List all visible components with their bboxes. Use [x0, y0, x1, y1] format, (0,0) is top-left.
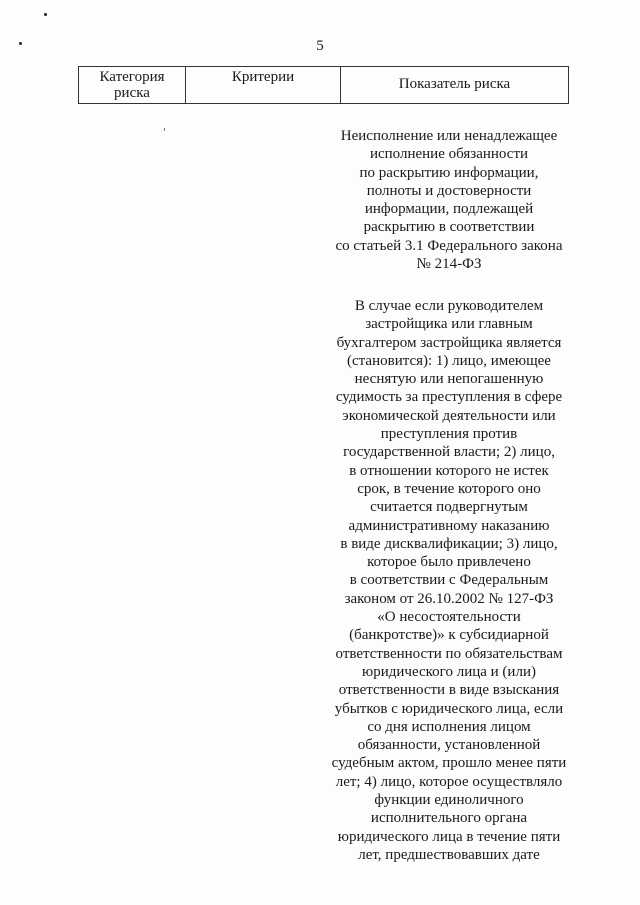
text-line: (банкротстве)» к субсидиарной [349, 627, 549, 644]
text-line: «О несостоятельности [377, 609, 521, 626]
text-line: ответственности в виде взыскания [338, 682, 560, 699]
text-line: неснятую или непогашенную [354, 371, 544, 388]
text-line: функции единоличного [374, 792, 524, 809]
header-risk-category-line: риска [114, 85, 150, 101]
text-line: В случае если руководителем [354, 298, 544, 314]
text-line: считается подвергнутым [370, 499, 528, 516]
text-line: № 214-ФЗ [416, 256, 482, 273]
text-line: убытков с юридического лица, если [334, 700, 564, 717]
header-risk-category-line: Категория [99, 69, 165, 85]
text-line: экономической деятельности или [342, 407, 556, 424]
text-line: в виде дисквалификации; 3) лицо, [340, 535, 558, 552]
text-line: административному наказанию [348, 517, 550, 534]
text-line: срок, в течение которого оно [357, 480, 541, 497]
text-line: юридического лица и (или) [362, 663, 536, 680]
scan-mark [164, 128, 165, 131]
text-line: бухгалтером застройщика является [336, 334, 562, 351]
text-line: в соответствии с Федеральным [349, 572, 549, 589]
text-line: судимость за преступления в сфере [335, 389, 563, 406]
text-line: государственной власти; 2) лицо, [343, 444, 555, 461]
text-line: юридического лица в течение пяти [337, 828, 561, 845]
header-cell-risk-indicator [341, 67, 569, 104]
text-line: судебным актом, прошло менее пяти [331, 755, 567, 772]
text-line: которое было привлечено [367, 554, 531, 571]
header-criteria-label: Критерии [231, 69, 295, 85]
page-number: 5 [316, 38, 324, 54]
text-line: по раскрытию информации, [359, 164, 539, 181]
text-line: со статьей 3.1 Федерального закона [335, 237, 563, 254]
header-cell-criteria [186, 67, 341, 104]
risk-table-header [78, 66, 569, 104]
table-header-row [79, 67, 569, 104]
text-line: в отношении которого не истек [349, 462, 549, 479]
scan-speck [44, 13, 47, 16]
risk-indicator-paragraph-2 [318, 297, 580, 864]
text-line: законом от 26.10.2002 № 127-ФЗ [344, 590, 554, 607]
text-line: раскрытию в соответствии [363, 219, 535, 236]
risk-indicator-paragraph-1 [318, 127, 580, 273]
text-line: (становится): 1) лицо, имеющее [347, 352, 551, 369]
text-line: лет; 4) лицо, которое осуществляло [335, 773, 563, 790]
text-line: полноты и достоверности [366, 182, 532, 199]
header-cell-risk-category [79, 67, 186, 104]
text-line: исполнение обязанности [369, 146, 529, 163]
text-line: исполнительного органа [370, 810, 528, 827]
text-line: Неисполнение или ненадлежащее [340, 128, 558, 144]
text-line: ответственности по обязательствам [335, 645, 563, 662]
text-line: застройщика или главным [365, 316, 533, 333]
header-risk-indicator-label: Показатель риска [398, 76, 511, 92]
text-line: со дня исполнения лицом [367, 718, 531, 735]
text-line: лет, предшествовавших дате [358, 846, 540, 863]
text-line: преступления против [380, 426, 518, 443]
text-line: обязанности, установленной [357, 737, 541, 754]
text-line: информации, подлежащей [364, 201, 534, 218]
